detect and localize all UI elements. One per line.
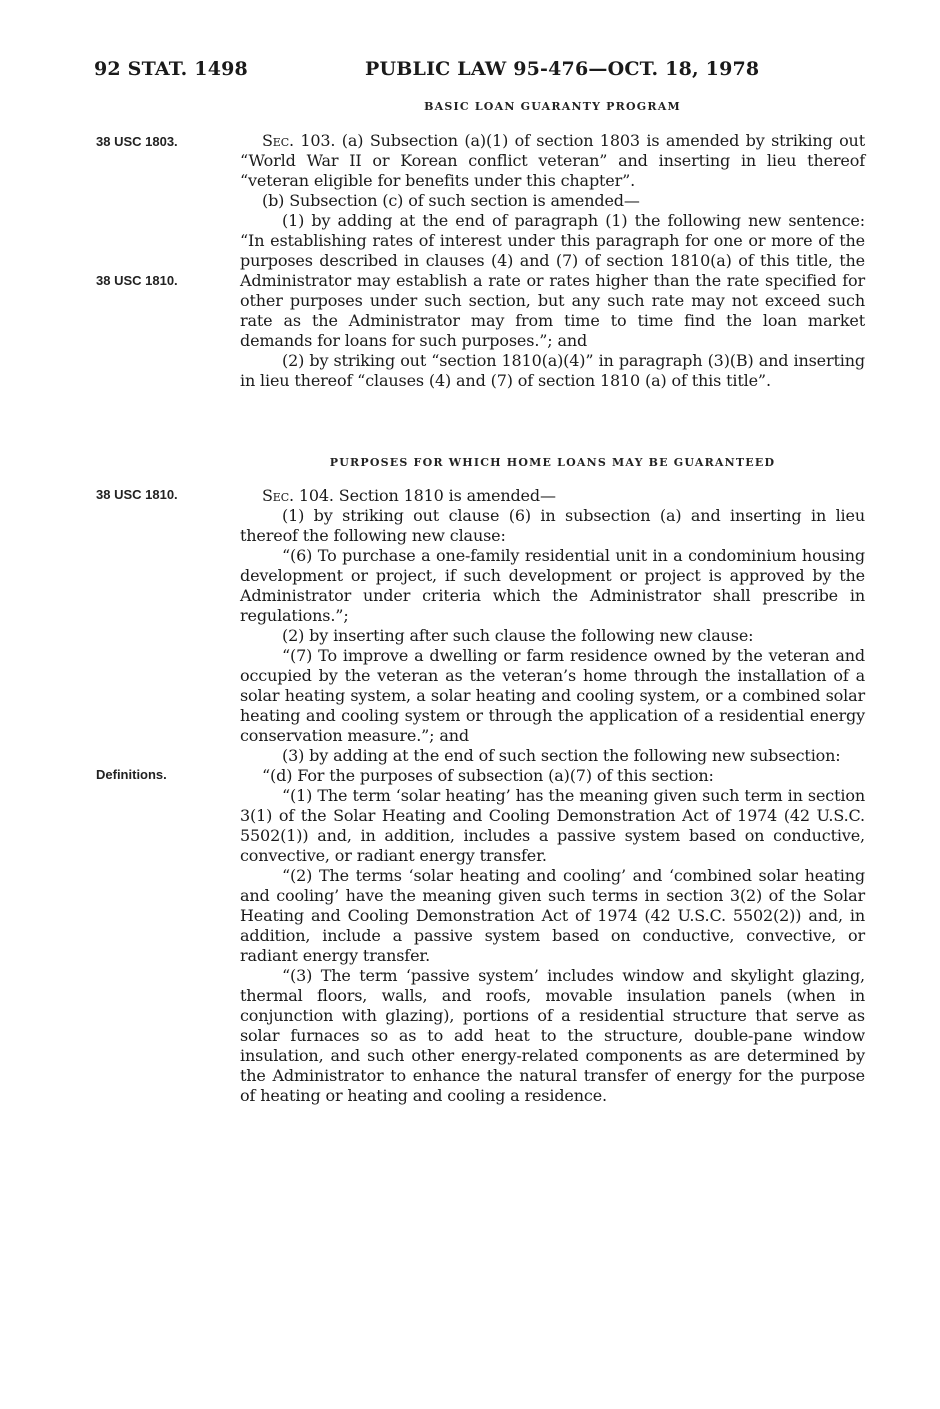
section-heading-basic-loan: BASIC LOAN GUARANTY PROGRAM — [424, 100, 681, 113]
section-104-text — [240, 486, 865, 1106]
sec104-clause-3: (3) by adding at the end of such section the following new subsection: — [282, 746, 841, 765]
sec104-definition-3: “(3) The term ‘passive system’ includes window and skylight glazing, thermal floors, walls, and roofs, movable insulation panels (when in conjunction with glazing), portions of a residential structure that serve as solar furnaces so as to add heat to the structure, double-pane window insulation, and such other energy-related components as are determined by the Administrator to enhance the natural transfer of energy for the purpose of heating or heating and cooling a residence. — [240, 966, 865, 1105]
margin-note-38-usc-1803: 38 USC 1803. — [96, 134, 178, 149]
sec104-definition-1: “(1) The term ‘solar heating’ has the meaning given such term in section 3(1) of the Solar Heating and Cooling Demonstration Act of 1974 (42 U.S.C. 5502(1)) and, in addition, includes a passive system based on conductive, convective, or radiant energy transfer. — [240, 786, 865, 865]
sec104-subsection-d: “(d) For the purposes of subsection (a)(7) of this section: — [262, 766, 714, 785]
section-heading-purposes: PURPOSES FOR WHICH HOME LOANS MAY BE GUARANTEED — [329, 456, 776, 469]
sec103-paragraph-b: (b) Subsection (c) of such section is amended— — [262, 191, 640, 210]
sec104-new-clause-7: “(7) To improve a dwelling or farm residence owned by the veteran and occupied by the veteran as the veteran’s home through the installation of a solar heating system, a solar heating and cooling system, or a combined solar heating and cooling system or through the application of a residential energy conservation measure.”; and — [240, 646, 865, 745]
sec104-label: Sec. — [262, 486, 294, 505]
page-title: PUBLIC LAW 95-476—OCT. 18, 1978 — [365, 58, 760, 80]
sec103-paragraph-a: Sec. 103. (a) Subsection (a)(1) of section 1803 is amended by striking out “World War II or Korean conflict veteran” and inserting in lieu thereof “veteran eligible for benefits under this chapter”. — [240, 131, 865, 190]
sec104-new-clause-6: “(6) To purchase a one-family residential unit in a condominium housing development or project, if such development or project is approved by the Administrator under criteria which the Administrator shall prescribe in regulations.”; — [240, 546, 865, 625]
margin-note-definitions: Definitions. — [96, 767, 167, 782]
sec104-intro: Sec. 104. Section 1810 is amended— — [262, 486, 556, 505]
section-103-text — [240, 131, 865, 391]
sec104-clause-1: (1) by striking out clause (6) in subsection (a) and inserting in lieu thereof the following new clause: — [240, 506, 865, 545]
sec103-clause-2: (2) by striking out “section 1810(a)(4)” in paragraph (3)(B) and inserting in lieu thereof “clauses (4) and (7) of section 1810 (a) of this title”. — [240, 351, 865, 390]
margin-note-38-usc-1810-b: 38 USC 1810. — [96, 487, 178, 502]
margin-note-38-usc-1810: 38 USC 1810. — [96, 273, 178, 288]
sec104-definition-2: “(2) The terms ‘solar heating and cooling’ and ‘combined solar heating and cooling’ have the meaning given such terms in section 3(2) of the Solar Heating and Cooling Demonstration Act of 1974 (42 U.S.C. 5502(2)) and, in addition, include a passive system based on conductive, convective, or radiant energy transfer. — [240, 866, 865, 965]
page-reference: 92 STAT. 1498 — [94, 58, 248, 80]
sec103-clause-1: (1) by adding at the end of paragraph (1) the following new sentence: “In establishing rates of interest under this paragraph for one or more of the purposes described in clauses (4) and (7) of section 1810(a) of this title, the Administrator may establish a rate or rates higher than the rate specified for other purposes under such section, but any such rate may not exceed such rate as the Administrator may from time to time find the loan market demands for loans for such purposes.”; and — [240, 211, 865, 350]
sec103-label: Sec. — [262, 131, 294, 150]
sec104-clause-2: (2) by inserting after such clause the following new clause: — [282, 626, 754, 645]
